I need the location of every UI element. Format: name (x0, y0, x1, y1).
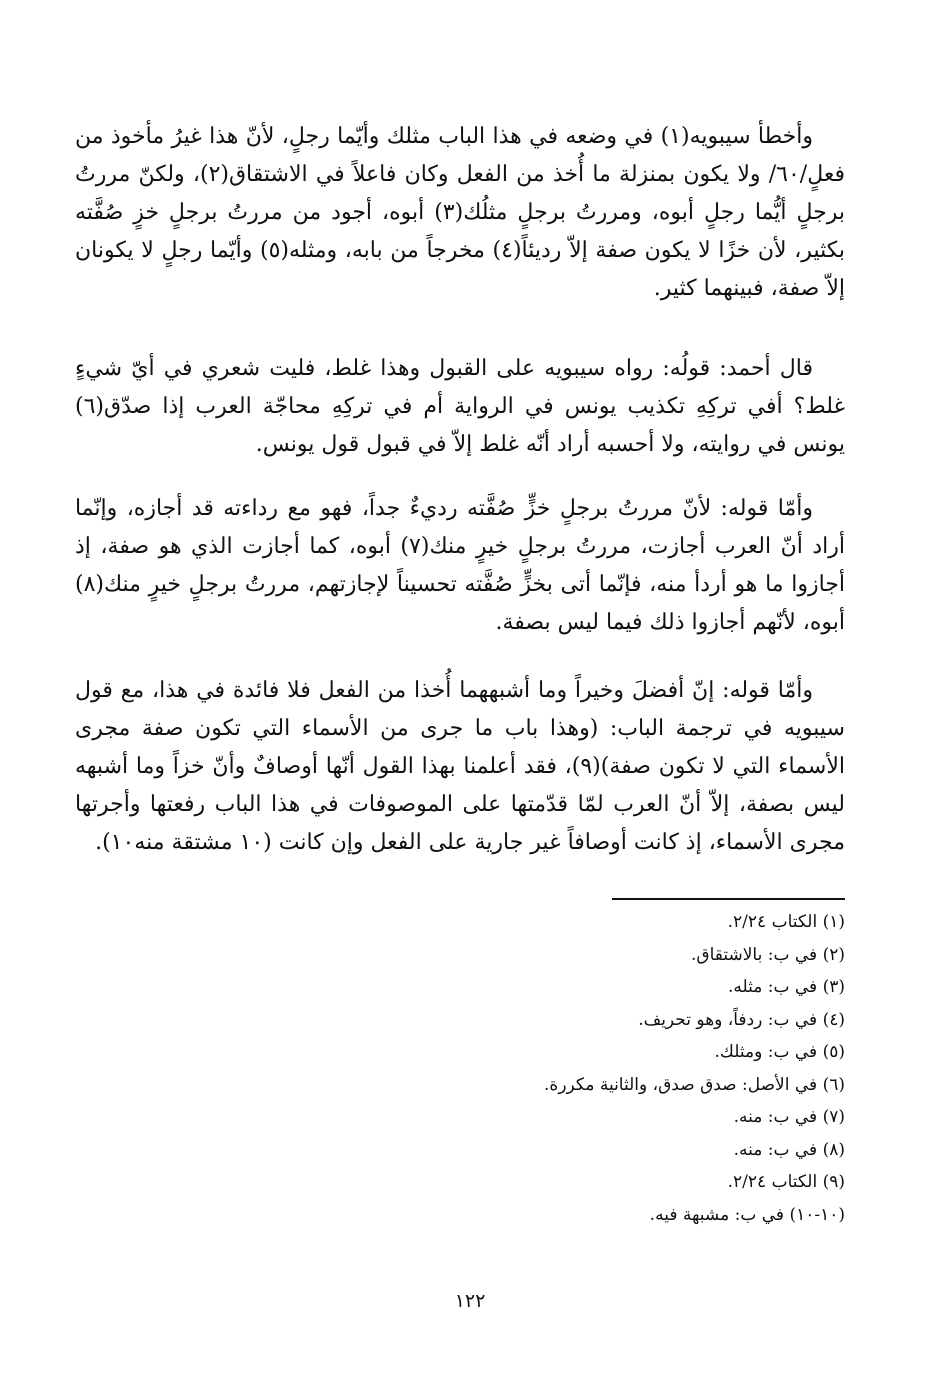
paragraph-4: وأمّا قوله: إنّ أفضلَ وخيراً وما أشبههما أُخذا من الفعل فلا فائدة في هذا، مع قول سيبويه في ترجمة الباب: (وهذا باب ما جرى من الأسماء التي تكون صفة مجرى الأسماء التي لا تكون صفة)(٩)، فقد أعلمنا بهذا القول أنّها أوصافٌ وأنّ خزاً وما أشبهه ليس بصفة، إلاّ أنّ العرب لمّا قدّمتها على الموصوفات في هذا الباب رفعتها وأجرتها مجرى الأسماء، إذ كانت أوصافاً غير جارية على الفعل وإن كانت (١٠ مشتقة منه١٠). (75, 678, 846, 855)
footnote-4: (٤) في ب: ردفاً، وهو تحريف. (638, 1009, 845, 1030)
body-column-2 (75, 350, 845, 464)
footnotes (420, 906, 845, 1231)
footnote-5: (٥) في ب: ومثلك. (714, 1042, 845, 1062)
footnote-2: (٢) في ب: بالاشتقاق. (690, 944, 845, 965)
page-number: ١٢٢ (454, 1290, 486, 1312)
paragraph-2: قال أحمد: قولُه: رواه سيبويه على القبول وهذا غلط، فليت شعري في أيّ شيءٍ غلط؟ أفي تركِهِ تكذيب يونس في الرواية أم في تركِهِ محاجّة العرب إذا صدّق(٦) يونس في روايته، ولا أحسبه أراد أنّه غلط إلاّ في قبول قول يونس. (75, 356, 845, 457)
footnote-7: (٧) في ب: منه. (733, 1107, 845, 1127)
footnote-10: (١٠-١٠) في ب: مشبهة فيه. (649, 1204, 845, 1225)
paragraph-3: وأمّا قوله: لأنّ مررتُ برجلٍ خزٍّ صُفَّته رديءٌ جداً، فهو مع رداءته قد أجازه، وإنّما أراد أنّ العرب أجازت، مررتُ برجلٍ خيرٍ منك(٧) أبوه، كما أجازت الذي هو صفة، إذ أجازوا ما هو أردأ منه، فإنّما أتى بخزٍّ صُفَّته تحسيناً لإجازتهم، مررتُ برجلٍ خيرٍ منك(٨) أبوه، لأنّهم أجازوا ذلك فيما ليس بصفة. (75, 496, 846, 635)
footnote-8: (٨) في ب: منه. (733, 1139, 845, 1160)
body-column-3 (75, 490, 845, 642)
body-column-4 (75, 672, 845, 862)
footnote-separator (612, 898, 845, 900)
footnote-6: (٦) في الأصل: صدق صدق، والثانية مكررة. (544, 1074, 845, 1095)
body-column-1 (75, 118, 845, 308)
footnote-1: (١) الكتاب ٢/٢٤. (727, 912, 845, 932)
paragraph-1: وأخطأ سيبويه(١) في وضعه في هذا الباب مثلك وأيّما رجلٍ، لأنّ هذا غيرُ مأخوذ من فعلٍ/٦٠/ ولا يكون بمنزلة ما أُخذ من الفعل وكان فاعلاً في الاشتقاق(٢)، ولكنّ مررتُ برجلٍ أيُّما رجلٍ أبوه، ومررتُ برجلٍ مثلُك(٣) أبوه، أجود من مررتُ برجلٍ خزٍ صُفَّته بكثير، لأن خزًا لا يكون صفة إلاّ رديئاً(٤) مخرجاً من بابه، ومثله(٥) وأيّما رجلٍ لا يكونان إلاّ صفة، فبينهما كثير. (75, 124, 845, 301)
footnote-3: (٣) في ب: مثله. (727, 977, 845, 997)
footnote-9: (٩) الكتاب ٢/٢٤. (727, 1172, 845, 1192)
